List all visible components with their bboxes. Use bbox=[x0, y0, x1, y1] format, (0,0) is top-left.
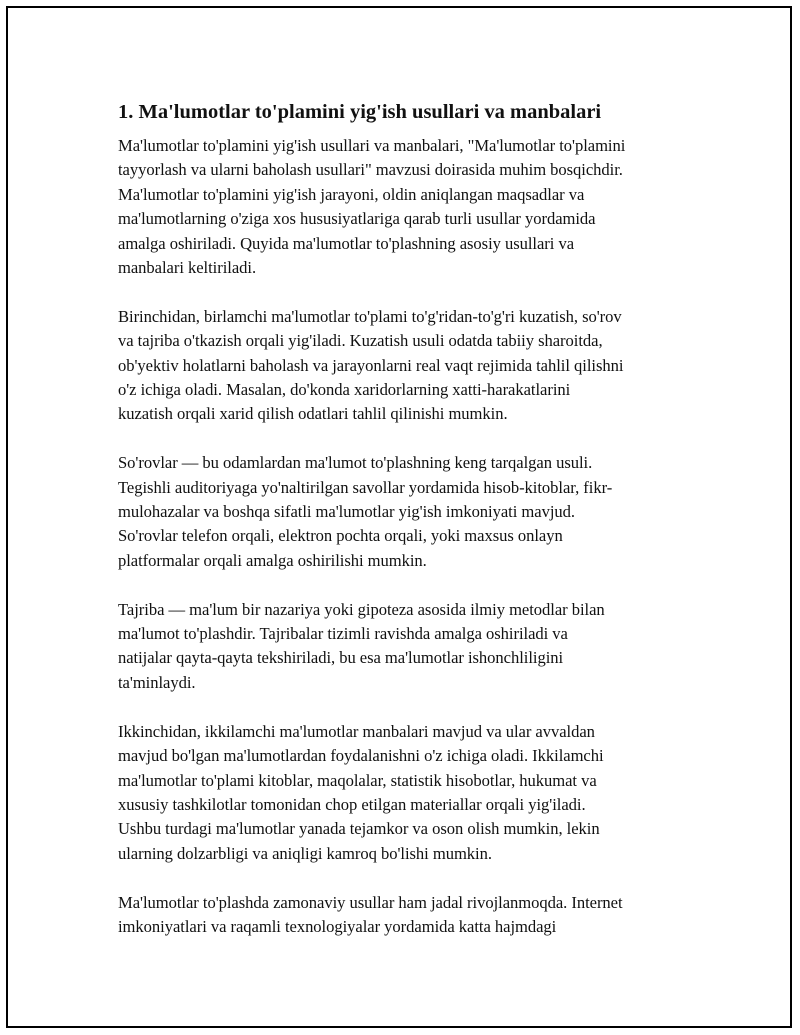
text-line: natijalar qayta-qayta tekshiriladi, bu esa ma'lumotlar ishonchliligini bbox=[118, 648, 564, 668]
text-line: Tegishli auditoriyaga yo'naltirilgan savollar yordamida hisob-kitoblar, fikr- bbox=[118, 477, 613, 497]
paragraph-experiments bbox=[118, 598, 698, 696]
text-line: ma'lumotlar to'plami kitoblar, maqolalar, statistik hisobotlar, hukumat va bbox=[118, 770, 597, 790]
text-line: Birinchidan, birlamchi ma'lumotlar to'plami to'g'ridan-to'g'ri kuzatish, so'rov bbox=[118, 306, 622, 326]
text-line: Ma'lumotlar to'plashda zamonaviy usullar ham jadal rivojlanmoqda. Internet bbox=[118, 892, 623, 912]
paragraph-primary-data bbox=[118, 305, 698, 427]
text-line: mavjud bo'lgan ma'lumotlardan foydalanishni o'z ichiga oladi. Ikkilamchi bbox=[118, 746, 604, 766]
text-line: amalga oshiriladi. Quyida ma'lumotlar to'plashning asosiy usullari va bbox=[118, 233, 575, 253]
text-line: platformalar orqali amalga oshirilishi mumkin. bbox=[118, 550, 427, 570]
text-line: So'rovlar telefon orqali, elektron pochta orqali, yoki maxsus onlayn bbox=[118, 526, 563, 546]
text-line: ma'lumot to'plashdir. Tajribalar tizimli ravishda amalga oshiriladi va bbox=[118, 624, 568, 644]
text-line: kuzatish orqali xarid qilish odatlari tahlil qilinishi mumkin. bbox=[118, 404, 508, 424]
text-line: Ushbu turdagi ma'lumotlar yanada tejamkor va oson olish mumkin, lekin bbox=[118, 819, 600, 839]
text-line: Tajriba — ma'lum bir nazariya yoki gipoteza asosida ilmiy metodlar bilan bbox=[118, 599, 605, 619]
paragraph-secondary-data bbox=[118, 720, 698, 866]
text-line: Ma'lumotlar to'plamini yig'ish usullari va manbalari, "Ma'lumotlar to'plamini bbox=[118, 136, 626, 155]
text-line: va tajriba o'tkazish orqali yig'iladi. Kuzatish usuli odatda tabiiy sharoitda, bbox=[118, 331, 603, 351]
paragraph-surveys bbox=[118, 451, 698, 573]
text-line: ularning dolzarbligi va aniqligi kamroq bo'lishi mumkin. bbox=[118, 843, 492, 863]
text-line: manbalari keltiriladi. bbox=[118, 258, 257, 278]
text-line: Ma'lumotlar to'plamini yig'ish jarayoni, oldin aniqlangan maqsadlar va bbox=[118, 184, 585, 204]
text-line: imkoniyatlari va raqamli texnologiyalar yordamida katta hajmdagi bbox=[118, 916, 557, 936]
text-line: tayyorlash va ularni baholash usullari" mavzusi doirasida muhim bosqichdir. bbox=[118, 160, 623, 180]
text-line: xususiy tashkilotlar tomonidan chop etilgan materiallar orqali yig'iladi. bbox=[118, 794, 586, 814]
text-line: ma'lumotlarning o'ziga xos hususiyatlariga qarab turli usullar yordamida bbox=[118, 209, 596, 229]
text-line: ob'yektiv holatlarni baholash va jarayonlarni real vaqt rejimida tahlil qilishni bbox=[118, 355, 624, 375]
text-line: ta'minlaydi. bbox=[118, 672, 196, 692]
paragraph-intro bbox=[118, 134, 698, 280]
text-line: Ikkinchidan, ikkilamchi ma'lumotlar manbalari mavjud va ular avvaldan bbox=[118, 721, 595, 741]
section-heading: 1. Ma'lumotlar to'plamini yig'ish usullari va manbalari bbox=[118, 101, 602, 123]
text-line: o'z ichiga oladi. Masalan, do'konda xaridorlarning xatti-harakatlarini bbox=[118, 380, 571, 400]
text-line: mulohazalar va boshqa sifatli ma'lumotlar yig'ish imkoniyati mavjud. bbox=[118, 502, 575, 522]
text-line: So'rovlar — bu odamlardan ma'lumot to'plashning keng tarqalgan usuli. bbox=[118, 453, 593, 473]
document-page bbox=[6, 6, 792, 1028]
document-body bbox=[118, 99, 698, 964]
paragraph-modern-methods bbox=[118, 891, 698, 940]
